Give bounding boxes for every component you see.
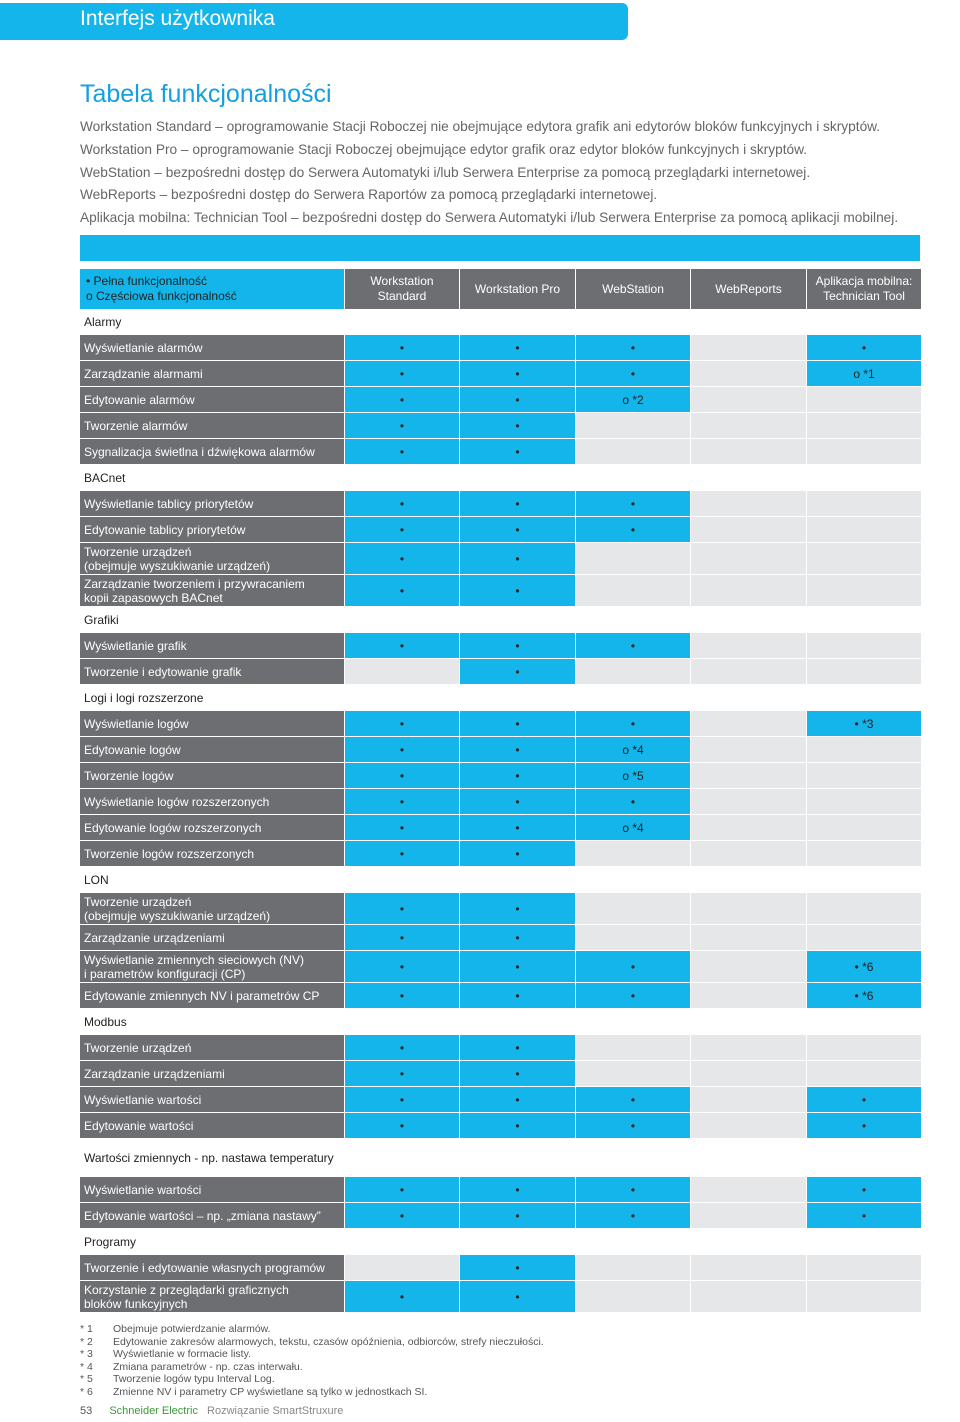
- feature-cell: [806, 633, 921, 659]
- column-header: Workstation Standard: [344, 269, 459, 309]
- feature-cell: •: [575, 951, 690, 983]
- feature-cell: [690, 387, 806, 413]
- feature-cell: [690, 711, 806, 737]
- feature-cell: [575, 575, 690, 607]
- footnote: * 6 Zmienne NV i parametry CP wyświetlane są tylko w jednostkach SI.: [80, 1385, 428, 1398]
- table-row: [80, 387, 921, 413]
- feature-cell: •: [459, 517, 575, 543]
- feature-cell: •: [459, 1281, 575, 1313]
- feature-label: Zarządzanie urządzeniami: [80, 925, 344, 951]
- feature-cell: •: [806, 335, 921, 361]
- feature-cell: •: [459, 335, 575, 361]
- table-row: [80, 1177, 921, 1203]
- feature-label: Wyświetlanie alarmów: [80, 335, 344, 361]
- column-header: Aplikacja mobilna: Technician Tool: [806, 269, 921, 309]
- feature-label: Tworzenie i edytowanie grafik: [80, 659, 344, 685]
- header-title: Interfejs użytkownika: [80, 7, 275, 30]
- feature-cell: o *2: [575, 387, 690, 413]
- intro-line: Workstation Pro – oprogramowanie Stacji Roboczej obejmujące edytor grafik oraz edytor bloków funkcyjnych i skryptów.: [80, 141, 808, 157]
- feature-cell: •: [575, 1203, 690, 1229]
- feature-cell: •: [575, 789, 690, 815]
- section-row: [80, 465, 921, 491]
- feature-cell: [575, 543, 690, 575]
- feature-label: Wyświetlanie grafik: [80, 633, 344, 659]
- feature-label: Tworzenie logów rozszerzonych: [80, 841, 344, 867]
- table-row: [80, 1255, 921, 1281]
- feature-cell: [690, 1061, 806, 1087]
- table-row: [80, 841, 921, 867]
- feature-cell: •: [806, 1177, 921, 1203]
- feature-cell: •: [459, 983, 575, 1009]
- footnote: * 5 Tworzenie logów typu Interval Log.: [80, 1373, 275, 1386]
- section-row: [80, 607, 921, 633]
- feature-label: Wyświetlanie wartości: [80, 1177, 344, 1203]
- feature-cell: •: [459, 841, 575, 867]
- legend-partial: o Częściowa funkcjonalność: [86, 289, 237, 303]
- feature-cell: [690, 633, 806, 659]
- feature-label: Edytowanie wartości: [80, 1113, 344, 1139]
- feature-cell: o *4: [575, 737, 690, 763]
- feature-cell: •: [459, 789, 575, 815]
- table-row: [80, 1035, 921, 1061]
- section-title: Programy: [84, 1234, 137, 1249]
- feature-cell: [690, 439, 806, 465]
- feature-cell: •: [575, 633, 690, 659]
- feature-cell: •: [806, 1113, 921, 1139]
- feature-cell: •: [575, 1087, 690, 1113]
- section-title: Alarmy: [84, 314, 122, 329]
- feature-cell: • *3: [806, 711, 921, 737]
- feature-cell: [690, 335, 806, 361]
- feature-cell: •: [459, 543, 575, 575]
- feature-cell: [690, 1255, 806, 1281]
- footnote: * 2 Edytowanie zakresów alarmowych, tekstu, czasów opóźnienia, odbiorców, strefy nieczułości.: [80, 1335, 544, 1348]
- feature-cell: [575, 925, 690, 951]
- feature-cell: •: [575, 1177, 690, 1203]
- feature-label: Wyświetlanie wartości: [80, 1087, 344, 1113]
- feature-cell: [806, 1255, 921, 1281]
- feature-cell: •: [344, 413, 459, 439]
- feature-cell: [806, 789, 921, 815]
- feature-cell: [806, 517, 921, 543]
- feature-label: Tworzenie logów: [80, 763, 344, 789]
- feature-cell: •: [344, 925, 459, 951]
- table-row: [80, 659, 921, 685]
- intro-line: WebReports – bezpośredni dostęp do Serwera Raportów za pomocą przeglądarki internetowej.: [80, 187, 658, 203]
- feature-cell: •: [459, 737, 575, 763]
- feature-cell: •: [344, 951, 459, 983]
- table-row: [80, 413, 921, 439]
- section-title: Logi i logi rozszerzone: [84, 690, 204, 705]
- blue-band: [80, 235, 920, 261]
- intro-line: Aplikacja mobilna: Technician Tool – bezpośredni dostęp do Serwera Automatyki i/lub Serwera Enterprise za pomocą aplikacji mobilnej.: [80, 210, 899, 226]
- feature-cell: •: [459, 1061, 575, 1087]
- feature-cell: •: [344, 737, 459, 763]
- table-row: [80, 815, 921, 841]
- feature-cell: •: [344, 575, 459, 607]
- feature-label: Zarządzanie tworzeniem i przywracaniem kopii zapasowych BACnet: [80, 575, 344, 607]
- table-row: [80, 543, 921, 575]
- feature-cell: •: [344, 1087, 459, 1113]
- feature-cell: [690, 1203, 806, 1229]
- feature-cell: •: [459, 1177, 575, 1203]
- table-row: [80, 517, 921, 543]
- table-row: [80, 893, 921, 925]
- feature-cell: [690, 925, 806, 951]
- section-title: LON: [84, 872, 109, 887]
- table-row: [80, 983, 921, 1009]
- feature-cell: [806, 815, 921, 841]
- table-row: [80, 711, 921, 737]
- feature-cell: [806, 659, 921, 685]
- table-row: [80, 925, 921, 951]
- footnote: * 1 Obejmuje potwierdzanie alarmów.: [80, 1323, 271, 1335]
- feature-label: Wyświetlanie tablicy priorytetów: [80, 491, 344, 517]
- feature-cell: [690, 659, 806, 685]
- feature-cell: [806, 413, 921, 439]
- feature-cell: [690, 361, 806, 387]
- feature-cell: [690, 491, 806, 517]
- feature-cell: [690, 1281, 806, 1313]
- feature-cell: •: [575, 491, 690, 517]
- feature-cell: [806, 893, 921, 925]
- feature-cell: •: [344, 633, 459, 659]
- feature-cell: [806, 439, 921, 465]
- feature-cell: •: [575, 983, 690, 1009]
- feature-cell: [806, 925, 921, 951]
- table-row: [80, 1087, 921, 1113]
- feature-cell: o *1: [806, 361, 921, 387]
- feature-cell: •: [806, 1087, 921, 1113]
- feature-cell: [690, 841, 806, 867]
- feature-cell: [575, 893, 690, 925]
- feature-cell: [575, 439, 690, 465]
- legend-full: • Pełna funkcjonalność: [86, 274, 207, 288]
- feature-cell: •: [344, 543, 459, 575]
- table-row: [80, 335, 921, 361]
- feature-cell: [690, 517, 806, 543]
- feature-cell: [690, 789, 806, 815]
- feature-cell: [806, 575, 921, 607]
- table-row: [80, 1281, 921, 1313]
- section-row: [80, 867, 921, 893]
- feature-cell: [690, 543, 806, 575]
- feature-cell: [690, 1113, 806, 1139]
- feature-cell: •: [459, 1255, 575, 1281]
- feature-cell: [575, 1255, 690, 1281]
- section-row: [80, 685, 921, 711]
- section-row: [80, 309, 921, 335]
- table-row: [80, 737, 921, 763]
- feature-cell: •: [344, 361, 459, 387]
- feature-cell: [806, 737, 921, 763]
- feature-cell: •: [459, 925, 575, 951]
- feature-cell: [806, 1281, 921, 1313]
- feature-label: Zarządzanie urządzeniami: [80, 1061, 344, 1087]
- feature-cell: •: [575, 517, 690, 543]
- feature-cell: [690, 951, 806, 983]
- feature-cell: •: [344, 893, 459, 925]
- table-header-row: [80, 269, 921, 309]
- feature-cell: [690, 1177, 806, 1203]
- section-title: Wartości zmiennych - np. nastawa temperatury: [84, 1150, 334, 1165]
- feature-label: Sygnalizacja świetlna i dźwiękowa alarmów: [80, 439, 344, 465]
- feature-cell: •: [575, 361, 690, 387]
- intro-line: WebStation – bezpośredni dostęp do Serwera Automatyki i/lub Serwera Enterprise za pomocą przeglądarki internetowej.: [80, 164, 811, 180]
- feature-cell: •: [459, 491, 575, 517]
- feature-cell: [690, 413, 806, 439]
- feature-cell: [575, 659, 690, 685]
- table-row: [80, 1203, 921, 1229]
- table-row: [80, 1061, 921, 1087]
- feature-cell: •: [344, 439, 459, 465]
- feature-cell: •: [459, 575, 575, 607]
- feature-cell: •: [344, 1113, 459, 1139]
- feature-cell: [690, 575, 806, 607]
- feature-cell: [690, 815, 806, 841]
- section-row: [80, 1229, 921, 1255]
- feature-cell: [690, 893, 806, 925]
- page-footer: [80, 1405, 343, 1417]
- column-header: Workstation Pro: [459, 269, 575, 309]
- feature-cell: •: [459, 763, 575, 789]
- feature-cell: •: [344, 1281, 459, 1313]
- legend: [80, 269, 344, 309]
- table-body: [80, 309, 921, 1313]
- feature-cell: •: [344, 789, 459, 815]
- feature-cell: •: [344, 711, 459, 737]
- feature-cell: •: [459, 1087, 575, 1113]
- feature-cell: •: [459, 1035, 575, 1061]
- feature-cell: [690, 1087, 806, 1113]
- section-title: Grafiki: [84, 612, 119, 627]
- feature-cell: [806, 841, 921, 867]
- feature-cell: • *6: [806, 983, 921, 1009]
- feature-cell: [806, 1061, 921, 1087]
- feature-cell: •: [344, 387, 459, 413]
- column-header: WebReports: [690, 269, 806, 309]
- feature-table: [80, 269, 921, 1313]
- page-title: Tabela funkcjonalności: [80, 80, 332, 108]
- feature-cell: [575, 413, 690, 439]
- section-row: [80, 1139, 921, 1177]
- feature-cell: •: [459, 1113, 575, 1139]
- intro-text: [80, 116, 960, 230]
- feature-cell: • *6: [806, 951, 921, 983]
- feature-cell: •: [344, 1177, 459, 1203]
- feature-cell: •: [344, 517, 459, 543]
- feature-cell: [344, 659, 459, 685]
- feature-cell: [690, 983, 806, 1009]
- feature-label: Tworzenie urządzeń (obejmuje wyszukiwanie urządzeń): [80, 893, 344, 925]
- feature-label: Tworzenie alarmów: [80, 413, 344, 439]
- feature-cell: •: [459, 893, 575, 925]
- table-row: [80, 575, 921, 607]
- feature-label: Edytowanie zmiennych NV i parametrów CP: [80, 983, 344, 1009]
- feature-label: Edytowanie tablicy priorytetów: [80, 517, 344, 543]
- feature-cell: •: [575, 1113, 690, 1139]
- section-title: Modbus: [84, 1014, 127, 1029]
- feature-cell: o *4: [575, 815, 690, 841]
- feature-cell: [806, 1035, 921, 1061]
- feature-cell: •: [459, 659, 575, 685]
- feature-label: Tworzenie urządzeń (obejmuje wyszukiwanie urządzeń): [80, 543, 344, 575]
- feature-label: Wyświetlanie zmiennych sieciowych (NV) i parametrów konfiguracji (CP): [80, 951, 344, 983]
- feature-cell: •: [459, 387, 575, 413]
- feature-cell: [806, 543, 921, 575]
- intro-line: Workstation Standard – oprogramowanie Stacji Roboczej nie obejmujące edytora grafik ani edytorów bloków funkcyjnych i skryptów.: [80, 119, 881, 134]
- feature-cell: [690, 1035, 806, 1061]
- table-row: [80, 633, 921, 659]
- page-number: 53: [80, 1405, 93, 1417]
- feature-label: Zarządzanie alarmami: [80, 361, 344, 387]
- section-row: [80, 1009, 921, 1035]
- feature-cell: [806, 763, 921, 789]
- feature-cell: [344, 1255, 459, 1281]
- table-row: [80, 763, 921, 789]
- table-row: [80, 491, 921, 517]
- feature-cell: [690, 763, 806, 789]
- feature-cell: •: [459, 361, 575, 387]
- feature-label: Tworzenie urządzeń: [80, 1035, 344, 1061]
- feature-cell: •: [344, 491, 459, 517]
- feature-cell: •: [459, 951, 575, 983]
- table-row: [80, 1113, 921, 1139]
- feature-label: Edytowanie logów rozszerzonych: [80, 815, 344, 841]
- feature-label: Edytowanie alarmów: [80, 387, 344, 413]
- table-row: [80, 439, 921, 465]
- feature-cell: •: [344, 335, 459, 361]
- feature-cell: [806, 387, 921, 413]
- brand-name: Schneider Electric: [109, 1405, 198, 1417]
- feature-cell: •: [344, 1035, 459, 1061]
- footnote: * 4 Zmiana parametrów - np. czas interwału.: [80, 1360, 303, 1373]
- table-row: [80, 951, 921, 983]
- feature-cell: •: [344, 1061, 459, 1087]
- feature-label: Edytowanie logów: [80, 737, 344, 763]
- feature-cell: •: [575, 335, 690, 361]
- feature-cell: [690, 737, 806, 763]
- feature-cell: •: [344, 763, 459, 789]
- column-header: WebStation: [575, 269, 690, 309]
- feature-label: Wyświetlanie logów: [80, 711, 344, 737]
- table-row: [80, 789, 921, 815]
- footnotes: [80, 1323, 544, 1399]
- feature-cell: •: [344, 1203, 459, 1229]
- feature-cell: •: [459, 413, 575, 439]
- feature-cell: •: [344, 815, 459, 841]
- feature-cell: •: [344, 841, 459, 867]
- feature-cell: [575, 1281, 690, 1313]
- feature-cell: [575, 1061, 690, 1087]
- feature-cell: •: [459, 815, 575, 841]
- product-name: Rozwiązanie SmartStruxure: [207, 1405, 344, 1417]
- feature-cell: o *5: [575, 763, 690, 789]
- feature-cell: [575, 841, 690, 867]
- feature-cell: •: [459, 633, 575, 659]
- feature-cell: •: [459, 711, 575, 737]
- feature-label: Edytowanie wartości – np. „zmiana nastawy”: [80, 1203, 344, 1229]
- feature-cell: •: [806, 1203, 921, 1229]
- feature-cell: •: [575, 711, 690, 737]
- feature-label: Korzystanie z przeglądarki graficznych bloków funkcyjnych: [80, 1281, 344, 1313]
- feature-cell: •: [459, 439, 575, 465]
- footnote: * 3 Wyświetlanie w formacie listy.: [80, 1348, 251, 1361]
- section-title: BACnet: [84, 470, 126, 485]
- table-row: [80, 361, 921, 387]
- feature-cell: •: [459, 1203, 575, 1229]
- feature-label: Wyświetlanie logów rozszerzonych: [80, 789, 344, 815]
- feature-cell: [575, 1035, 690, 1061]
- feature-cell: •: [344, 983, 459, 1009]
- feature-label: Tworzenie i edytowanie własnych programów: [80, 1255, 344, 1281]
- feature-cell: [806, 491, 921, 517]
